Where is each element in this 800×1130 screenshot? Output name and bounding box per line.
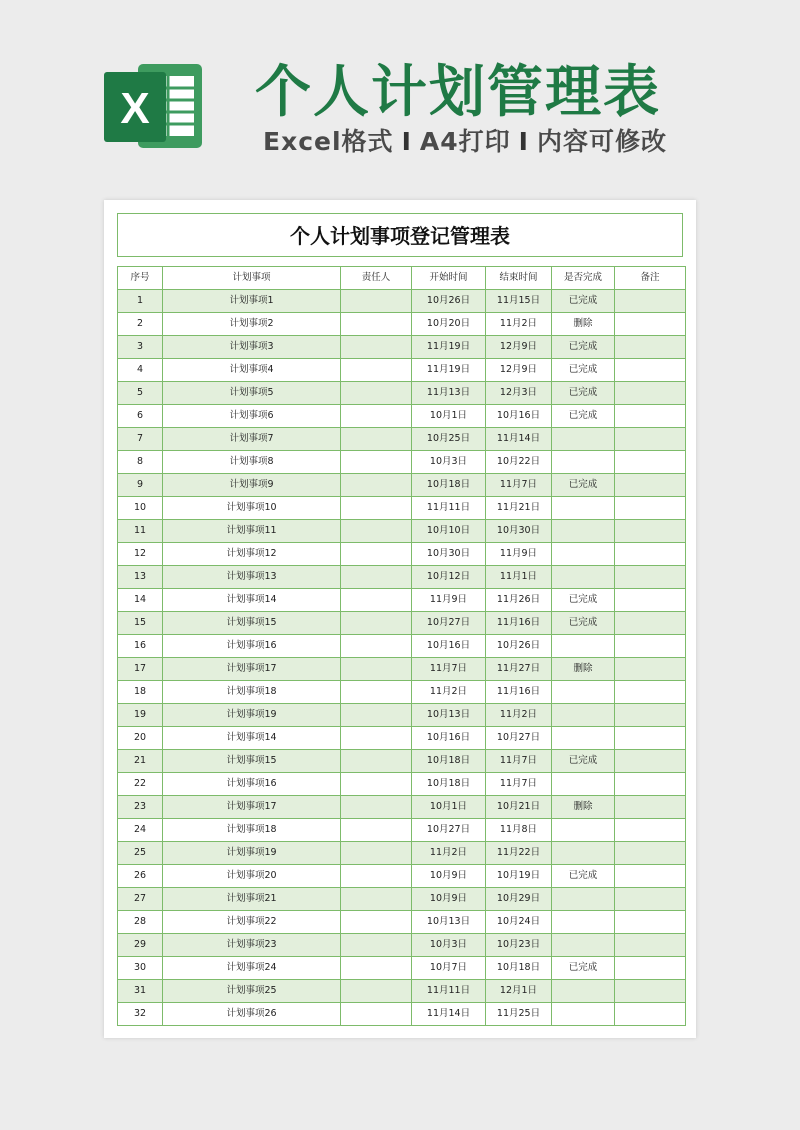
cell-status[interactable]: [552, 842, 615, 865]
column-header-done: 是否完成: [552, 267, 615, 290]
cell-index[interactable]: 21: [118, 750, 163, 773]
cell-owner[interactable]: [341, 336, 412, 359]
table-row: [118, 750, 686, 773]
cell-start[interactable]: 10月9日: [412, 888, 486, 911]
cell-notes[interactable]: [615, 543, 686, 566]
cell-notes[interactable]: [615, 796, 686, 819]
cell-end[interactable]: 11月22日: [486, 842, 552, 865]
cell-start[interactable]: 10月20日: [412, 313, 486, 336]
cell-index[interactable]: 32: [118, 1003, 163, 1026]
cell-notes[interactable]: [615, 934, 686, 957]
logo-letter: X: [120, 84, 150, 133]
cell-item[interactable]: 计划事项18: [163, 681, 341, 704]
column-header-start: 开始时间: [412, 267, 486, 290]
cell-notes[interactable]: [615, 612, 686, 635]
cell-item[interactable]: 计划事项13: [163, 566, 341, 589]
cell-start[interactable]: 10月18日: [412, 773, 486, 796]
subtitle-print: A4打印: [419, 127, 511, 156]
cell-index[interactable]: 12: [118, 543, 163, 566]
cell-index[interactable]: 26: [118, 865, 163, 888]
cell-item[interactable]: 计划事项20: [163, 865, 341, 888]
cell-notes[interactable]: [615, 589, 686, 612]
cell-item[interactable]: 计划事项22: [163, 911, 341, 934]
cell-start[interactable]: 10月3日: [412, 451, 486, 474]
cell-start[interactable]: 10月13日: [412, 704, 486, 727]
cell-index[interactable]: 6: [118, 405, 163, 428]
cell-start[interactable]: 10月13日: [412, 911, 486, 934]
cell-end[interactable]: 11月7日: [486, 773, 552, 796]
cell-start[interactable]: 10月27日: [412, 612, 486, 635]
cell-start[interactable]: 10月26日: [412, 290, 486, 313]
cell-index[interactable]: 15: [118, 612, 163, 635]
cell-item[interactable]: 计划事项5: [163, 382, 341, 405]
cell-owner[interactable]: [341, 980, 412, 1003]
cell-start[interactable]: 10月30日: [412, 543, 486, 566]
cell-index[interactable]: 3: [118, 336, 163, 359]
cell-owner[interactable]: [341, 957, 412, 980]
cell-start[interactable]: 10月16日: [412, 635, 486, 658]
table-row: [118, 382, 686, 405]
cell-status[interactable]: [552, 911, 615, 934]
cell-owner[interactable]: [341, 819, 412, 842]
cell-status[interactable]: [552, 980, 615, 1003]
cell-status[interactable]: 已完成: [552, 957, 615, 980]
cell-index[interactable]: 9: [118, 474, 163, 497]
cell-start[interactable]: 10月16日: [412, 727, 486, 750]
cell-end[interactable]: 11月21日: [486, 497, 552, 520]
cell-notes[interactable]: [615, 405, 686, 428]
column-header-item: 计划事项: [163, 267, 341, 290]
cell-item[interactable]: 计划事项12: [163, 543, 341, 566]
cell-index[interactable]: 30: [118, 957, 163, 980]
cell-item[interactable]: 计划事项9: [163, 474, 341, 497]
cell-end[interactable]: 10月27日: [486, 727, 552, 750]
table-row: [118, 888, 686, 911]
cell-notes[interactable]: [615, 474, 686, 497]
cell-start[interactable]: 10月7日: [412, 957, 486, 980]
cell-owner[interactable]: [341, 658, 412, 681]
cell-item[interactable]: 计划事项8: [163, 451, 341, 474]
table-row: [118, 681, 686, 704]
page-subtitle: [263, 124, 667, 160]
table-row: [118, 336, 686, 359]
cell-owner[interactable]: [341, 405, 412, 428]
cell-owner[interactable]: [341, 750, 412, 773]
cell-index[interactable]: 7: [118, 428, 163, 451]
cell-status[interactable]: [552, 497, 615, 520]
cell-start[interactable]: 11月9日: [412, 589, 486, 612]
table-row: [118, 980, 686, 1003]
cell-item[interactable]: 计划事项16: [163, 773, 341, 796]
cell-status[interactable]: 删除: [552, 658, 615, 681]
table-row: [118, 727, 686, 750]
cell-item[interactable]: 计划事项14: [163, 589, 341, 612]
table-row: [118, 313, 686, 336]
cell-status[interactable]: [552, 635, 615, 658]
cell-end[interactable]: 10月23日: [486, 934, 552, 957]
cell-notes[interactable]: [615, 704, 686, 727]
cell-index[interactable]: 24: [118, 819, 163, 842]
spreadsheet-sheet: [104, 200, 696, 1038]
cell-end[interactable]: 10月29日: [486, 888, 552, 911]
subtitle-editable: 内容可修改: [536, 127, 667, 156]
cell-end[interactable]: 10月30日: [486, 520, 552, 543]
cell-notes[interactable]: [615, 428, 686, 451]
table-row: [118, 934, 686, 957]
table-row: [118, 474, 686, 497]
cell-start[interactable]: 10月27日: [412, 819, 486, 842]
table-row: [118, 865, 686, 888]
table-row: [118, 612, 686, 635]
cell-end[interactable]: 11月1日: [486, 566, 552, 589]
cell-end[interactable]: 11月14日: [486, 428, 552, 451]
cell-item[interactable]: 计划事项15: [163, 750, 341, 773]
cell-end[interactable]: 11月8日: [486, 819, 552, 842]
cell-owner[interactable]: [341, 934, 412, 957]
cell-start[interactable]: 10月1日: [412, 796, 486, 819]
cell-item[interactable]: 计划事项17: [163, 658, 341, 681]
cell-owner[interactable]: [341, 428, 412, 451]
cell-item[interactable]: 计划事项25: [163, 980, 341, 1003]
cell-start[interactable]: 11月19日: [412, 359, 486, 382]
cell-item[interactable]: 计划事项26: [163, 1003, 341, 1026]
cell-item[interactable]: 计划事项3: [163, 336, 341, 359]
cell-start[interactable]: 10月9日: [412, 865, 486, 888]
table-row: [118, 1003, 686, 1026]
cell-notes[interactable]: [615, 313, 686, 336]
cell-end[interactable]: 10月24日: [486, 911, 552, 934]
cell-notes[interactable]: [615, 566, 686, 589]
cell-notes[interactable]: [615, 382, 686, 405]
cell-end[interactable]: 10月18日: [486, 957, 552, 980]
cell-start[interactable]: 10月25日: [412, 428, 486, 451]
cell-start[interactable]: 10月1日: [412, 405, 486, 428]
cell-item[interactable]: 计划事项15: [163, 612, 341, 635]
table-row: [118, 635, 686, 658]
cell-notes[interactable]: [615, 635, 686, 658]
cell-start[interactable]: 11月7日: [412, 658, 486, 681]
cell-owner[interactable]: [341, 612, 412, 635]
cell-owner[interactable]: [341, 543, 412, 566]
table-row: [118, 451, 686, 474]
cell-notes[interactable]: [615, 658, 686, 681]
table-row: [118, 497, 686, 520]
cell-notes[interactable]: [615, 957, 686, 980]
cell-end[interactable]: 11月26日: [486, 589, 552, 612]
cell-end[interactable]: 11月7日: [486, 474, 552, 497]
cell-item[interactable]: 计划事项2: [163, 313, 341, 336]
cell-owner[interactable]: [341, 888, 412, 911]
cell-status[interactable]: 已完成: [552, 474, 615, 497]
cell-owner[interactable]: [341, 704, 412, 727]
cell-notes[interactable]: [615, 681, 686, 704]
cell-owner[interactable]: [341, 727, 412, 750]
cell-owner[interactable]: [341, 359, 412, 382]
table-row: [118, 819, 686, 842]
cell-status[interactable]: [552, 681, 615, 704]
cell-owner[interactable]: [341, 290, 412, 313]
cell-index[interactable]: 5: [118, 382, 163, 405]
sheet-title: 个人计划事项登记管理表: [117, 213, 683, 257]
cell-status[interactable]: 删除: [552, 313, 615, 336]
cell-notes[interactable]: [615, 911, 686, 934]
cell-owner[interactable]: [341, 796, 412, 819]
cell-status[interactable]: [552, 566, 615, 589]
table-row: [118, 589, 686, 612]
cell-index[interactable]: 10: [118, 497, 163, 520]
cell-status[interactable]: [552, 727, 615, 750]
cell-start[interactable]: 10月18日: [412, 474, 486, 497]
cell-start[interactable]: 10月10日: [412, 520, 486, 543]
table-row: [118, 911, 686, 934]
cell-owner[interactable]: [341, 589, 412, 612]
cell-index[interactable]: 28: [118, 911, 163, 934]
cell-notes[interactable]: [615, 727, 686, 750]
table-row: [118, 658, 686, 681]
cell-index[interactable]: 20: [118, 727, 163, 750]
cell-end[interactable]: 11月27日: [486, 658, 552, 681]
cell-notes[interactable]: [615, 451, 686, 474]
column-header-end: 结束时间: [486, 267, 552, 290]
cell-item[interactable]: 计划事项24: [163, 957, 341, 980]
table-row: [118, 520, 686, 543]
cell-item[interactable]: 计划事项7: [163, 428, 341, 451]
cell-notes[interactable]: [615, 336, 686, 359]
cell-notes[interactable]: [615, 520, 686, 543]
cell-notes[interactable]: [615, 1003, 686, 1026]
subtitle-format: Excel格式: [263, 127, 394, 156]
cell-notes[interactable]: [615, 750, 686, 773]
cell-item[interactable]: 计划事项1: [163, 290, 341, 313]
cell-status[interactable]: 已完成: [552, 290, 615, 313]
cell-index[interactable]: 8: [118, 451, 163, 474]
cell-status[interactable]: 已完成: [552, 865, 615, 888]
cell-index[interactable]: 16: [118, 635, 163, 658]
cell-owner[interactable]: [341, 911, 412, 934]
cell-start[interactable]: 10月18日: [412, 750, 486, 773]
cell-index[interactable]: 25: [118, 842, 163, 865]
cell-item[interactable]: 计划事项11: [163, 520, 341, 543]
cell-status[interactable]: [552, 1003, 615, 1026]
cell-item[interactable]: 计划事项18: [163, 819, 341, 842]
cell-status[interactable]: 已完成: [552, 405, 615, 428]
cell-end[interactable]: 11月25日: [486, 1003, 552, 1026]
cell-notes[interactable]: [615, 819, 686, 842]
cell-status[interactable]: 已完成: [552, 382, 615, 405]
cell-status[interactable]: [552, 543, 615, 566]
cell-end[interactable]: 11月2日: [486, 704, 552, 727]
cell-index[interactable]: 18: [118, 681, 163, 704]
cell-index[interactable]: 2: [118, 313, 163, 336]
subtitle-separator: I: [518, 127, 529, 156]
cell-status[interactable]: 删除: [552, 796, 615, 819]
table-row: [118, 566, 686, 589]
cell-owner[interactable]: [341, 313, 412, 336]
cell-end[interactable]: 11月16日: [486, 681, 552, 704]
cell-start[interactable]: 11月19日: [412, 336, 486, 359]
cell-notes[interactable]: [615, 888, 686, 911]
cell-start[interactable]: 10月3日: [412, 934, 486, 957]
cell-notes[interactable]: [615, 497, 686, 520]
cell-start[interactable]: 10月12日: [412, 566, 486, 589]
cell-owner[interactable]: [341, 497, 412, 520]
cell-item[interactable]: 计划事项19: [163, 704, 341, 727]
cell-status[interactable]: 已完成: [552, 359, 615, 382]
cell-owner[interactable]: [341, 681, 412, 704]
cell-item[interactable]: 计划事项23: [163, 934, 341, 957]
cell-start[interactable]: 11月2日: [412, 681, 486, 704]
cell-index[interactable]: 13: [118, 566, 163, 589]
cell-item[interactable]: 计划事项4: [163, 359, 341, 382]
table-row: [118, 428, 686, 451]
cell-owner[interactable]: [341, 451, 412, 474]
cell-end[interactable]: 10月22日: [486, 451, 552, 474]
cell-index[interactable]: 22: [118, 773, 163, 796]
cell-status[interactable]: [552, 934, 615, 957]
cell-item[interactable]: 计划事项16: [163, 635, 341, 658]
cell-owner[interactable]: [341, 1003, 412, 1026]
cell-owner[interactable]: [341, 566, 412, 589]
cell-index[interactable]: 14: [118, 589, 163, 612]
cell-end[interactable]: 12月3日: [486, 382, 552, 405]
subtitle-separator: I: [401, 127, 412, 156]
cell-index[interactable]: 27: [118, 888, 163, 911]
cell-start[interactable]: 11月2日: [412, 842, 486, 865]
cell-notes[interactable]: [615, 842, 686, 865]
cell-status[interactable]: 已完成: [552, 336, 615, 359]
cell-start[interactable]: 11月14日: [412, 1003, 486, 1026]
cell-owner[interactable]: [341, 382, 412, 405]
cell-index[interactable]: 23: [118, 796, 163, 819]
cell-item[interactable]: 计划事项21: [163, 888, 341, 911]
column-header-notes: 备注: [615, 267, 686, 290]
cell-end[interactable]: 12月9日: [486, 336, 552, 359]
cell-status[interactable]: 已完成: [552, 750, 615, 773]
cell-end[interactable]: 11月7日: [486, 750, 552, 773]
cell-item[interactable]: 计划事项14: [163, 727, 341, 750]
cell-notes[interactable]: [615, 359, 686, 382]
table-row: [118, 704, 686, 727]
cell-status[interactable]: [552, 451, 615, 474]
cell-owner[interactable]: [341, 474, 412, 497]
cell-item[interactable]: 计划事项10: [163, 497, 341, 520]
cell-index[interactable]: 4: [118, 359, 163, 382]
cell-item[interactable]: 计划事项6: [163, 405, 341, 428]
excel-logo-icon: [102, 58, 206, 154]
table-row: [118, 957, 686, 980]
cell-index[interactable]: 17: [118, 658, 163, 681]
cell-index[interactable]: 31: [118, 980, 163, 1003]
cell-notes[interactable]: [615, 290, 686, 313]
plan-table: [117, 266, 686, 1026]
table-row: [118, 773, 686, 796]
cell-index[interactable]: 11: [118, 520, 163, 543]
cell-end[interactable]: 10月19日: [486, 865, 552, 888]
cell-owner[interactable]: [341, 865, 412, 888]
cell-notes[interactable]: [615, 773, 686, 796]
cell-status[interactable]: [552, 520, 615, 543]
cell-index[interactable]: 29: [118, 934, 163, 957]
cell-end[interactable]: 11月2日: [486, 313, 552, 336]
cell-end[interactable]: 11月16日: [486, 612, 552, 635]
cell-item[interactable]: 计划事项17: [163, 796, 341, 819]
table-header-row: [118, 267, 686, 290]
cell-index[interactable]: 1: [118, 290, 163, 313]
cell-end[interactable]: 10月26日: [486, 635, 552, 658]
cell-owner[interactable]: [341, 635, 412, 658]
column-header-owner: 责任人: [341, 267, 412, 290]
table-row: [118, 796, 686, 819]
cell-end[interactable]: 10月21日: [486, 796, 552, 819]
cell-item[interactable]: 计划事项19: [163, 842, 341, 865]
cell-status[interactable]: [552, 888, 615, 911]
cell-index[interactable]: 19: [118, 704, 163, 727]
column-header-index: 序号: [118, 267, 163, 290]
cell-start[interactable]: 11月11日: [412, 497, 486, 520]
table-row: [118, 405, 686, 428]
cell-owner[interactable]: [341, 842, 412, 865]
cell-status[interactable]: [552, 819, 615, 842]
cell-end[interactable]: 10月16日: [486, 405, 552, 428]
cell-end[interactable]: 12月1日: [486, 980, 552, 1003]
cell-owner[interactable]: [341, 773, 412, 796]
cell-status[interactable]: 已完成: [552, 589, 615, 612]
cell-status[interactable]: [552, 773, 615, 796]
cell-start[interactable]: 11月11日: [412, 980, 486, 1003]
cell-status[interactable]: [552, 428, 615, 451]
table-row: [118, 290, 686, 313]
cell-notes[interactable]: [615, 980, 686, 1003]
cell-owner[interactable]: [341, 520, 412, 543]
cell-end[interactable]: 11月9日: [486, 543, 552, 566]
cell-notes[interactable]: [615, 865, 686, 888]
cell-end[interactable]: 12月9日: [486, 359, 552, 382]
cell-status[interactable]: 已完成: [552, 612, 615, 635]
table-body: [118, 290, 686, 1026]
cell-end[interactable]: 11月15日: [486, 290, 552, 313]
page-title: 个人计划管理表: [255, 60, 661, 125]
page-header: [0, 0, 800, 200]
table-row: [118, 359, 686, 382]
table-row: [118, 543, 686, 566]
cell-status[interactable]: [552, 704, 615, 727]
table-row: [118, 842, 686, 865]
cell-start[interactable]: 11月13日: [412, 382, 486, 405]
